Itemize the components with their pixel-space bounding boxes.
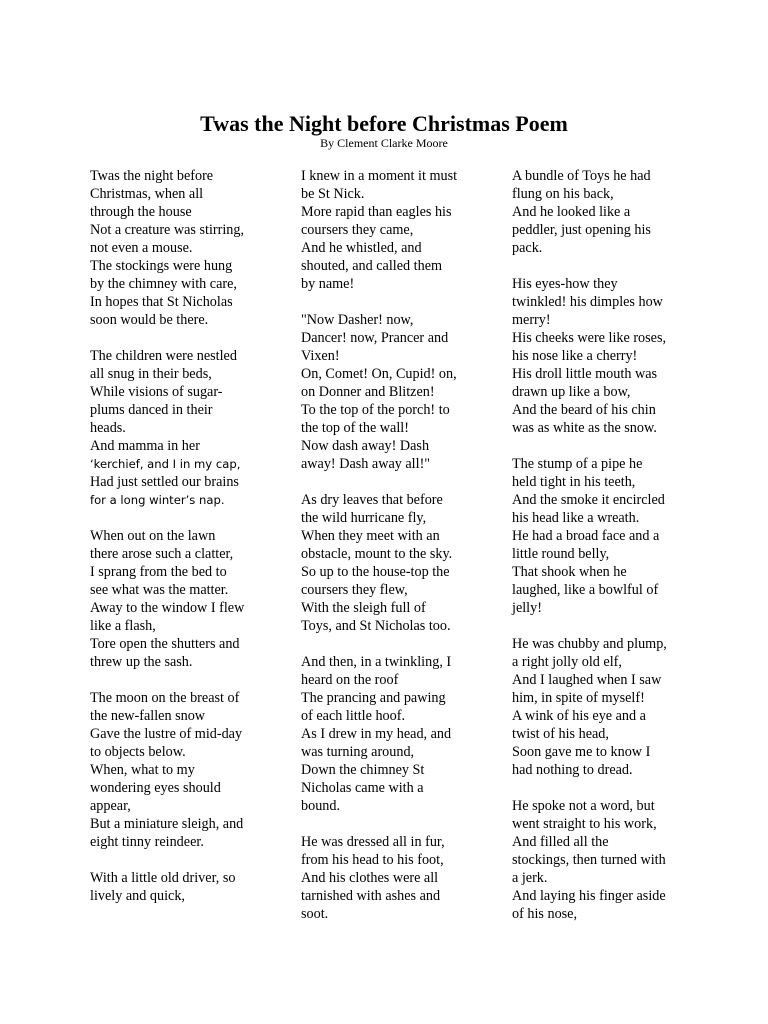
- poem-line: him, in spite of myself!: [512, 690, 645, 706]
- poem-line: I knew in a moment it must: [301, 168, 458, 184]
- poem-line: He spoke not a word, but: [512, 798, 655, 814]
- poem-line: went straight to his work,: [512, 816, 657, 832]
- stanza: [512, 455, 702, 617]
- stanza: [90, 869, 280, 905]
- stanza: [301, 833, 491, 923]
- poem-line: Toys, and St Nicholas too.: [301, 618, 451, 634]
- poem-line: peddler, just opening his: [512, 222, 651, 238]
- poem-line: held tight in his teeth,: [512, 474, 636, 490]
- poem-line: He was dressed all in fur,: [301, 834, 445, 850]
- poem-line: to objects below.: [90, 744, 186, 760]
- stanza: [90, 689, 280, 851]
- poem-line: Soon gave me to know I: [512, 744, 651, 760]
- poem-line: A wink of his eye and a: [512, 708, 646, 724]
- poem-line: He was chubby and plump,: [512, 636, 667, 652]
- poem-line: jelly!: [512, 600, 542, 616]
- poem-line: And he whistled, and: [301, 240, 422, 256]
- poem-line: When out on the lawn: [90, 528, 216, 544]
- poem-line: With the sleigh full of: [301, 600, 426, 616]
- poem-line: In hopes that St Nicholas: [90, 294, 233, 310]
- poem-line: Had just settled our brains: [90, 474, 239, 490]
- poem-line: was turning around,: [301, 744, 415, 760]
- poem-line: twinkled! his dimples how: [512, 294, 663, 310]
- stanza: [301, 167, 491, 293]
- poem-line: shouted, and called them: [301, 258, 443, 274]
- poem-line: And laying his finger aside: [512, 888, 666, 904]
- poem-line: And his clothes were all: [301, 870, 439, 886]
- poem-line: all snug in their beds,: [90, 366, 212, 382]
- poem-line: laughed, like a bowlful of: [512, 582, 659, 598]
- poem-line: But a miniature sleigh, and: [90, 816, 244, 832]
- poem-line: Away to the window I flew: [90, 600, 245, 616]
- poem-line: by name!: [301, 276, 355, 292]
- poem-line: With a little old driver, so: [90, 870, 236, 886]
- poem-line: And filled all the: [512, 834, 609, 850]
- poem-line: see what was the matter.: [90, 582, 229, 598]
- poem-line: of his nose,: [512, 906, 578, 922]
- poem-line: To the top of the porch! to: [301, 402, 450, 418]
- poem-line: When, what to my: [90, 762, 195, 778]
- poem-line: And the beard of his chin: [512, 402, 656, 418]
- poem-line: tarnished with ashes and: [301, 888, 441, 904]
- poem-line: His droll little mouth was: [512, 366, 658, 382]
- poem-line: from his head to his foot,: [301, 852, 444, 868]
- poem-line: Gave the lustre of mid-day: [90, 726, 243, 742]
- poem-column-3: [512, 167, 702, 941]
- poem-line: twist of his head,: [512, 726, 609, 742]
- poem-line: merry!: [512, 312, 551, 328]
- poem-line: He had a broad face and a: [512, 528, 660, 544]
- poem-line: Not a creature was stirring,: [90, 222, 245, 238]
- poem-line: drawn up like a bow,: [512, 384, 631, 400]
- stanza: [90, 167, 280, 329]
- poem-line: heads.: [90, 420, 126, 436]
- poem-line: away! Dash away all!": [301, 456, 431, 472]
- poem-line: And then, in a twinkling, I: [301, 654, 452, 670]
- poem-title: Twas the Night before Christmas Poem: [200, 111, 568, 136]
- poem-line: little round belly,: [512, 546, 610, 562]
- poem-line: a jerk.: [512, 870, 548, 886]
- poem-line: And mamma in her: [90, 438, 200, 454]
- poem-line: by the chimney with care,: [90, 276, 237, 292]
- poem-line: the top of the wall!: [301, 420, 409, 436]
- poem-line: The moon on the breast of: [90, 690, 240, 706]
- stanza: [512, 275, 702, 437]
- poem-line: wondering eyes should: [90, 780, 221, 796]
- poem-line: When they meet with an: [301, 528, 440, 544]
- poem-line: plums danced in their: [90, 402, 213, 418]
- poem-line: Now dash away! Dash: [301, 438, 430, 454]
- poem-column-1: [90, 167, 280, 923]
- poem-line: Christmas, when all: [90, 186, 204, 202]
- stanza: [512, 167, 702, 257]
- poem-column-2: [301, 167, 491, 941]
- poem-byline: By Clement Clarke Moore: [320, 136, 448, 150]
- poem-line: threw up the sash.: [90, 654, 193, 670]
- poem-line: soon would be there.: [90, 312, 209, 328]
- poem-line: flung on his back,: [512, 186, 614, 202]
- poem-line: His eyes-how they: [512, 276, 618, 292]
- poem-line: coursers they flew,: [301, 582, 408, 598]
- poem-line: stockings, then turned with: [512, 852, 666, 868]
- poem-line: The stockings were hung: [90, 258, 233, 274]
- poem-line: As I drew in my head, and: [301, 726, 452, 742]
- poem-line: of each little hoof.: [301, 708, 406, 724]
- poem-line: That shook when he: [512, 564, 627, 580]
- stanza: [90, 347, 280, 509]
- poem-line: the new-fallen snow: [90, 708, 206, 724]
- poem-line: lively and quick,: [90, 888, 185, 904]
- poem-line: And he looked like a: [512, 204, 631, 220]
- poem-line: Dancer! now, Prancer and: [301, 330, 449, 346]
- stanza: [90, 527, 280, 671]
- poem-line: As dry leaves that before: [301, 492, 443, 508]
- poem-line: obstacle, mount to the sky.: [301, 546, 453, 562]
- poem-line: not even a mouse.: [90, 240, 193, 256]
- poem-line: The children were nestled: [90, 348, 237, 364]
- poem-line: pack.: [512, 240, 543, 256]
- poem-line: And the smoke it encircled: [512, 492, 665, 508]
- stanza: [301, 653, 491, 815]
- poem-line: Vixen!: [301, 348, 340, 364]
- poem-line: soot.: [301, 906, 329, 922]
- poem-line: bound.: [301, 798, 341, 814]
- poem-line: A bundle of Toys he had: [512, 168, 651, 184]
- poem-line: through the house: [90, 204, 192, 220]
- poem-line: And I laughed when I saw: [512, 672, 662, 688]
- poem-line: a right jolly old elf,: [512, 654, 622, 670]
- poem-line: "Now Dasher! now,: [301, 312, 414, 328]
- poem-line: Tore open the shutters and: [90, 636, 240, 652]
- poem-line: was as white as the snow.: [512, 420, 657, 436]
- poem-line: The stump of a pipe he: [512, 456, 643, 472]
- poem-line: So up to the house-top the: [301, 564, 450, 580]
- poem-line: the wild hurricane fly,: [301, 510, 427, 526]
- poem-line: I sprang from the bed to: [90, 564, 227, 580]
- poem-line: ‘kerchief, and I in my cap,: [90, 457, 241, 471]
- poem-line: on Donner and Blitzen!: [301, 384, 435, 400]
- stanza: [512, 635, 702, 779]
- poem-line: Nicholas came with a: [301, 780, 424, 796]
- stanza: [512, 797, 702, 923]
- poem-line: his nose like a cherry!: [512, 348, 638, 364]
- poem-line: there arose such a clatter,: [90, 546, 234, 562]
- poem-line: On, Comet! On, Cupid! on,: [301, 366, 457, 382]
- poem-line: like a flash,: [90, 618, 156, 634]
- poem-line: appear,: [90, 798, 131, 814]
- poem-line: had nothing to dread.: [512, 762, 633, 778]
- poem-line: Down the chimney St: [301, 762, 425, 778]
- poem-line: eight tinny reindeer.: [90, 834, 204, 850]
- stanza: [301, 311, 491, 473]
- poem-line: While visions of sugar-: [90, 384, 223, 400]
- poem-line: The prancing and pawing: [301, 690, 446, 706]
- poem-line: coursers they came,: [301, 222, 414, 238]
- poem-line: More rapid than eagles his: [301, 204, 452, 220]
- poem-line: His cheeks were like roses,: [512, 330, 667, 346]
- poem-line: his head like a wreath.: [512, 510, 640, 526]
- poem-line: for a long winter’s nap.: [90, 493, 225, 507]
- stanza: [301, 491, 491, 635]
- poem-line: be St Nick.: [301, 186, 365, 202]
- poem-line: heard on the roof: [301, 672, 399, 688]
- poem-line: Twas the night before: [90, 168, 214, 184]
